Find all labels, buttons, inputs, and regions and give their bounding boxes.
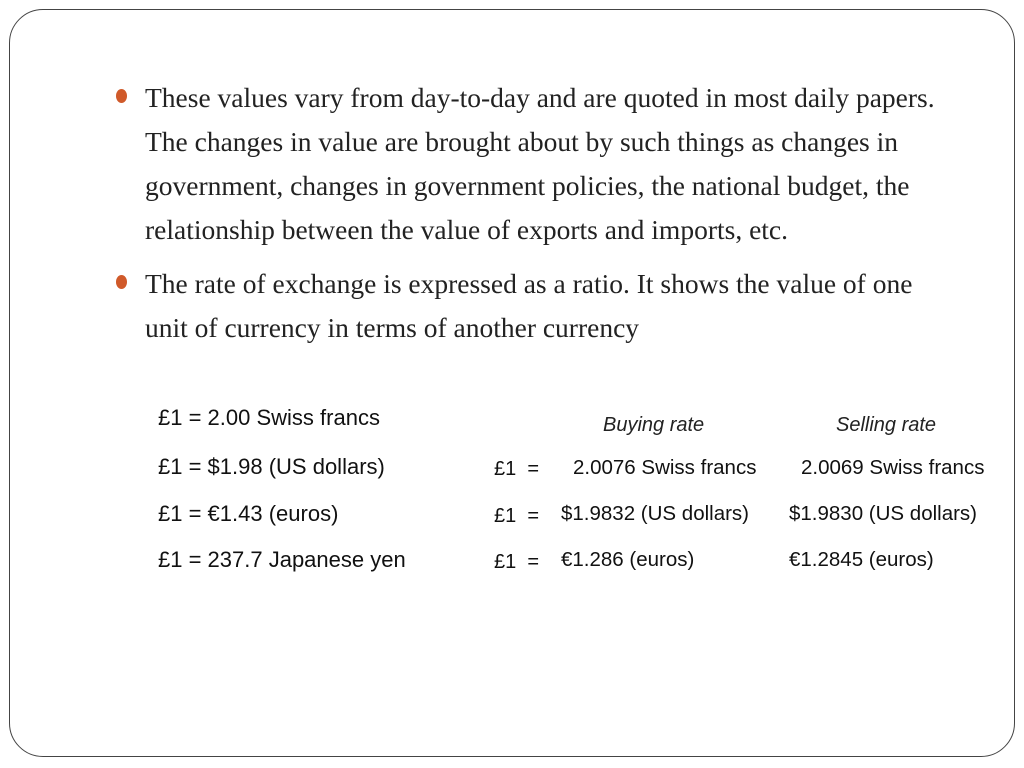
simple-rate: £1 = $1.98 (US dollars) xyxy=(158,454,385,479)
rate-row-label: £1 = xyxy=(494,458,540,480)
simple-rate: £1 = 2.00 Swiss francs xyxy=(158,405,380,430)
bullet-text: The rate of exchange is expressed as a ratio. It shows the value of one unit of currency in terms of another currency xyxy=(145,268,913,343)
rate-row-label: £1 = xyxy=(494,505,540,527)
bullet-text: These values vary from day-to-day and are quoted in most daily papers. The changes in value are brought about by such things as changes in government, changes in government policies, the national budget, the relationship between the value of exports and imports, etc. xyxy=(145,82,935,245)
selling-rate-value: 2.0069 Swiss francs xyxy=(801,456,985,479)
buying-rate-value: €1.286 (euros) xyxy=(561,548,695,571)
simple-rate: £1 = 237.7 Japanese yen xyxy=(158,547,406,572)
buying-rate-header: Buying rate xyxy=(603,414,705,436)
simple-rate: £1 = €1.43 (euros) xyxy=(158,501,339,526)
buying-rate-value: $1.9832 (US dollars) xyxy=(561,502,750,525)
selling-rate-value: $1.9830 (US dollars) xyxy=(789,502,978,525)
selling-rate-header: Selling rate xyxy=(836,414,937,436)
selling-rate-value: €1.2845 (euros) xyxy=(789,548,934,571)
buying-rate-value: 2.0076 Swiss francs xyxy=(573,456,757,479)
rate-row-label: £1 = xyxy=(494,551,540,573)
